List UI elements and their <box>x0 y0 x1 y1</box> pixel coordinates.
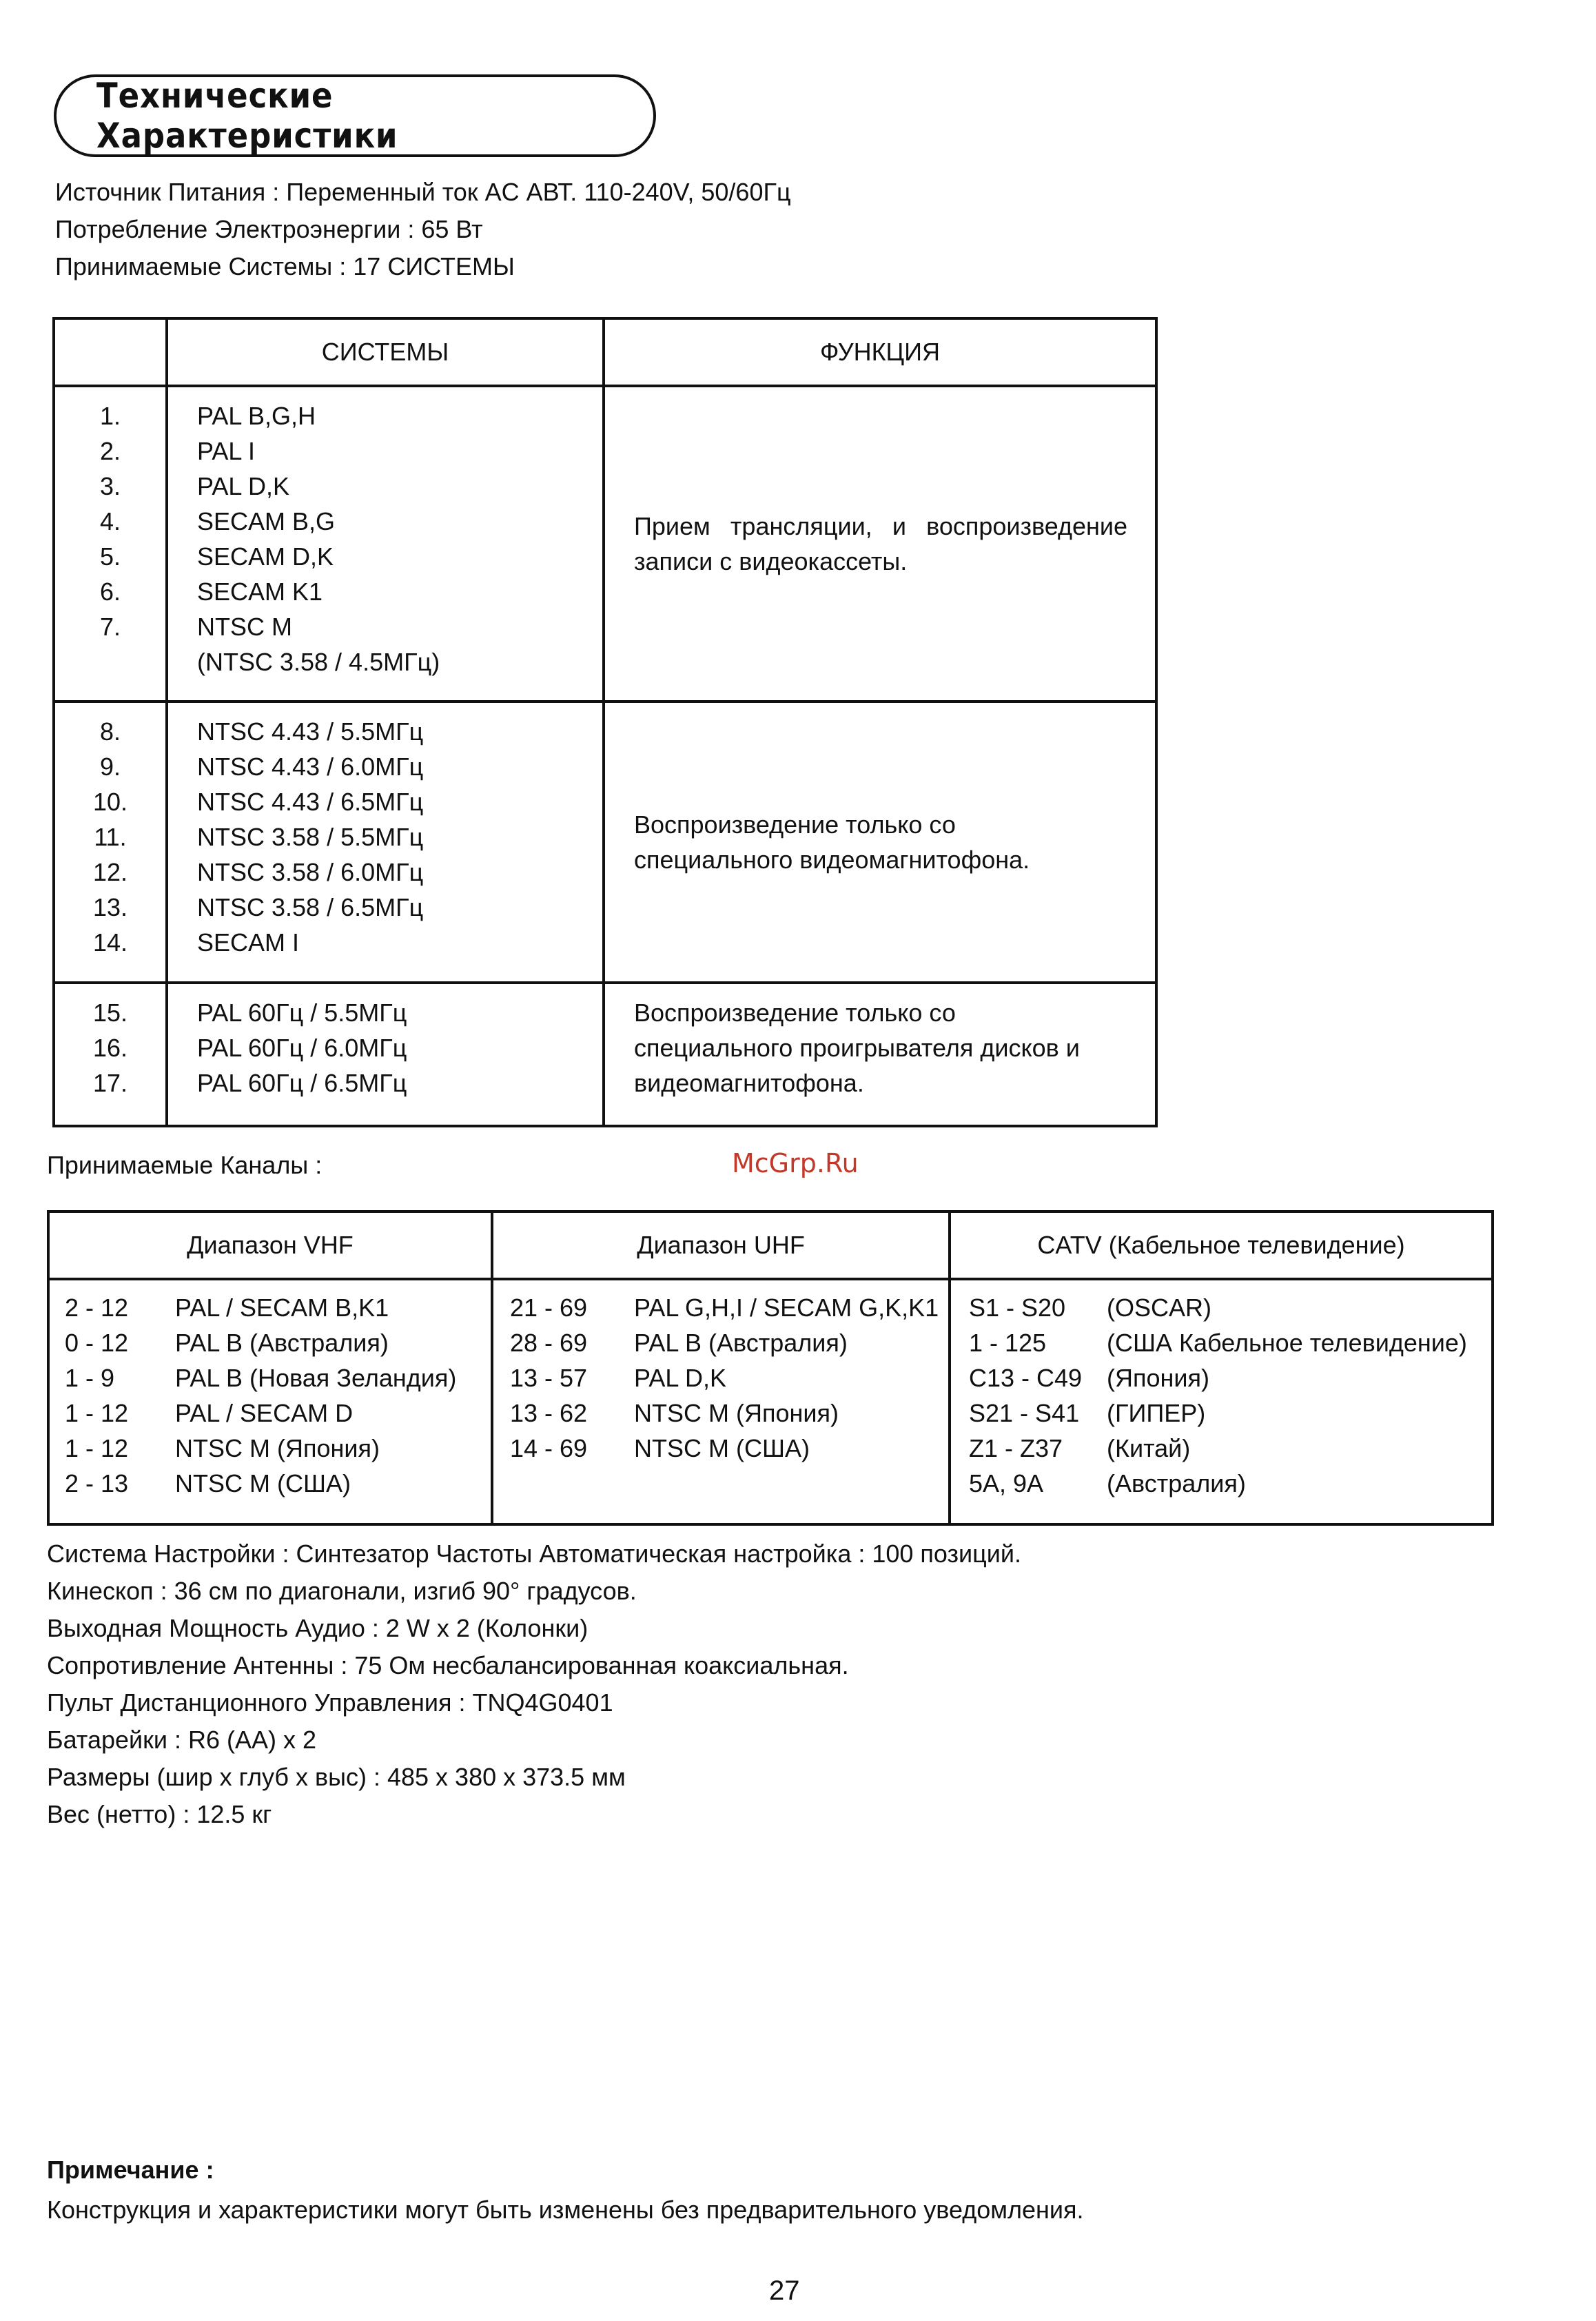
list-item: 1 - 9 PAL B (Новая Зеландия) <box>65 1364 457 1392</box>
systems-table-header <box>54 318 1156 386</box>
list-item: Z1 - Z37 (Китай) <box>969 1434 1191 1462</box>
spec-antenna: Сопротивление Антенны : 75 Ом несбалансированная коаксиальная. <box>47 1651 849 1679</box>
systems-table <box>52 317 1158 1127</box>
table-row <box>54 983 1156 1126</box>
spec-weight: Вес (нетто) : 12.5 кг <box>47 1800 272 1828</box>
number-cell: 8. 9. 10. 11. 12. 13. 14. <box>54 702 167 983</box>
systems-cell: PAL 60Гц / 5.5МГц PAL 60Гц / 6.0МГц PAL 60Гц / 6.5МГц <box>167 983 604 1126</box>
list-item: 14 - 69 NTSC M (США) <box>510 1434 810 1462</box>
vhf-cell <box>48 1279 492 1524</box>
note-text: Конструкция и характеристики могут быть изменены без предварительного уведомления. <box>47 2196 1084 2224</box>
spec-dimensions: Размеры (шир x глуб x выс) : 485 x 380 x 373.5 мм <box>47 1763 626 1791</box>
list-item: 1 - 12 PAL / SECAM D <box>65 1399 354 1427</box>
header-catv: CATV (Кабельное телевидение) <box>950 1211 1493 1279</box>
systems-cell: NTSC 4.43 / 5.5МГц NTSC 4.43 / 6.0МГц NTSC 4.43 / 6.5МГц NTSC 3.58 / 5.5МГц NTSC 3.58 / 6.0МГц NTSC 3.58 / 6.5МГц SECAM I <box>167 702 604 983</box>
number-cell: 1. 2. 3. 4. 5. 6. 7. <box>54 386 167 702</box>
channels-table <box>47 1210 1494 1526</box>
number-cell: 15. 16. 17. <box>54 983 167 1126</box>
list-item: 2 - 13 NTSC M (США) <box>65 1469 351 1497</box>
list-item: 2 - 12 PAL / SECAM B,K1 <box>65 1294 389 1322</box>
power-source-line: Источник Питания : Переменный ток AC АВТ. 110-240V, 50/60Гц <box>55 178 791 206</box>
uhf-cell <box>492 1279 950 1524</box>
list-item: S21 - S41 (ГИПЕР) <box>969 1399 1206 1427</box>
catv-cell <box>950 1279 1493 1524</box>
watermark: McGrp.Ru <box>732 1148 859 1178</box>
list-item: 28 - 69 PAL B (Австралия) <box>510 1329 848 1357</box>
header-systems: СИСТЕМЫ <box>167 318 604 386</box>
power-consumption-line: Потребление Электроэнергии : 65 Вт <box>55 215 483 243</box>
list-item: S1 - S20 (OSCAR) <box>969 1294 1211 1322</box>
function-cell: Прием трансляции, и воспроизведение записи с видеокассеты. <box>604 386 1156 702</box>
systems-count-line: Принимаемые Системы : 17 СИСТЕМЫ <box>55 252 515 280</box>
list-item: C13 - C49 (Япония) <box>969 1364 1209 1392</box>
spec-tuning: Система Настройки : Синтезатор Частоты Автоматическая настройка : 100 позиций. <box>47 1540 1021 1568</box>
page-title: Технические Характеристики <box>96 76 398 156</box>
spec-remote: Пульт Дистанционного Управления : TNQ4G0401 <box>47 1688 613 1717</box>
function-cell: Воспроизведение только со специального проигрывателя дисков и видеомагнитофона. <box>604 983 1156 1126</box>
table-row <box>54 386 1156 702</box>
spec-batteries: Батарейки : R6 (AA) x 2 <box>47 1726 317 1754</box>
table-row <box>54 702 1156 983</box>
function-cell: Воспроизведение только со специального видеомагнитофона. <box>604 702 1156 983</box>
channels-table-header <box>48 1211 1493 1279</box>
list-item: 13 - 62 NTSC M (Япония) <box>510 1399 839 1427</box>
systems-cell: PAL B,G,H PAL I PAL D,K SECAM B,G SECAM D,K SECAM K1 NTSC M (NTSC 3.58 / 4.5МГц) <box>167 386 604 702</box>
list-item: 13 - 57 PAL D,K <box>510 1364 727 1392</box>
header-vhf: Диапазон VHF <box>48 1211 492 1279</box>
table-row <box>48 1279 1493 1524</box>
page-number: 27 <box>769 2276 800 2306</box>
header-number <box>54 318 167 386</box>
spec-audio-output: Выходная Мощность Аудио : 2 W x 2 (Колонки) <box>47 1614 589 1642</box>
list-item: 1 - 125 (США Кабельное телевидение) <box>969 1329 1467 1357</box>
header-uhf: Диапазон UHF <box>492 1211 950 1279</box>
list-item: 0 - 12 PAL B (Австралия) <box>65 1329 389 1357</box>
channels-label: Принимаемые Каналы : <box>47 1151 323 1179</box>
header-function: ФУНКЦИЯ <box>604 318 1156 386</box>
list-item: 21 - 69 PAL G,H,I / SECAM G,K,K1 <box>510 1294 939 1322</box>
list-item: 5A, 9A (Австралия) <box>969 1469 1246 1497</box>
list-item: 1 - 12 NTSC M (Япония) <box>65 1434 380 1462</box>
note-title: Примечание : <box>47 2156 214 2184</box>
spec-picture-tube: Кинескоп : 36 см по диагонали, изгиб 90° градусов. <box>47 1577 637 1605</box>
page-title-box <box>54 74 656 157</box>
